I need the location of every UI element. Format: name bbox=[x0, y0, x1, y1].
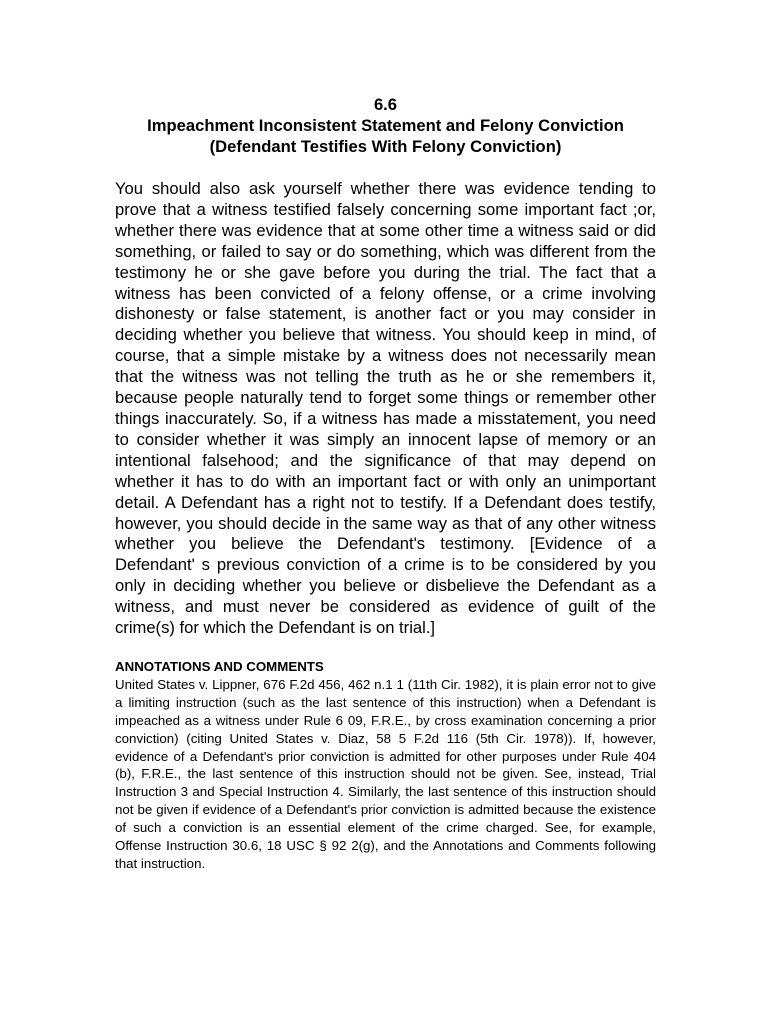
document-page bbox=[115, 94, 656, 873]
instruction-title: Impeachment Inconsistent Statement and Felony Conviction bbox=[147, 116, 624, 135]
instruction-subtitle: (Defendant Testifies With Felony Conviction) bbox=[209, 137, 562, 156]
instruction-body: You should also ask yourself whether there was evidence tending to prove that a witness testified falsely concerning some important fact ;or, whether there was evidence that at some other time a witness said or did something, or failed to say or do something, which was different from the testimony he or she gave before you during the trial. The fact that a witness has been convicted of a felony offense, or a crime involving dishonesty or false statement, is another fact or you may consider in deciding whether you believe that witness. You should keep in mind, of course, that a simple mistake by a witness does not necessarily mean that the witness was not telling the truth as he or she remembers it, because people naturally tend to forget some things or remember other things inaccurately. So, if a witness has made a misstatement, you need to consider whether it was simply an innocent lapse of memory or an intentional falsehood; and the significance of that may depend on whether it has to do with an important fact or with only an unimportant detail. A Defendant has a right not to testify. If a Defendant does testify, however, you should decide in the same way as that of any other witness whether you believe the Defendant's testimony. [Evidence of a Defendant' s previous conviction of a crime is to be considered by you only in deciding whether you believe or disbelieve the Defendant as a witness, and must never be considered as evidence of guilt of the crime(s) for which the Defendant is on trial.] bbox=[115, 179, 656, 638]
instruction-number: 6.6 bbox=[373, 95, 398, 114]
document-heading bbox=[115, 94, 656, 157]
annotations-title: ANNOTATIONS AND COMMENTS bbox=[115, 658, 324, 674]
annotations-body: United States v. Lippner, 676 F.2d 456, 462 n.1 1 (11th Cir. 1982), it is plain error not to give a limiting instruction (such as the last sentence of this instruction) when a Defendant is impeached as a witness under Rule 6 09, F.R.E., by cross examination concerning a prior conviction) (citing United States v. Diaz, 58 5 F.2d 116 (5th Cir. 1978)). If, however, evidence of a Defendant's prior conviction is admitted for other purposes under Rule 404 (b), F.R.E., the last sentence of this instruction should not be given. See, instead, Trial Instruction 3 and Special Instruction 4. Similarly, the last sentence of this instruction should not be given if evidence of a Defendant's prior conviction is admitted because the existence of such a conviction is an essential element of the crime charged. See, for example, Offense Instruction 30.6, 18 USC § 92 2(g), and the Annotations and Comments following that instruction. bbox=[115, 676, 656, 871]
